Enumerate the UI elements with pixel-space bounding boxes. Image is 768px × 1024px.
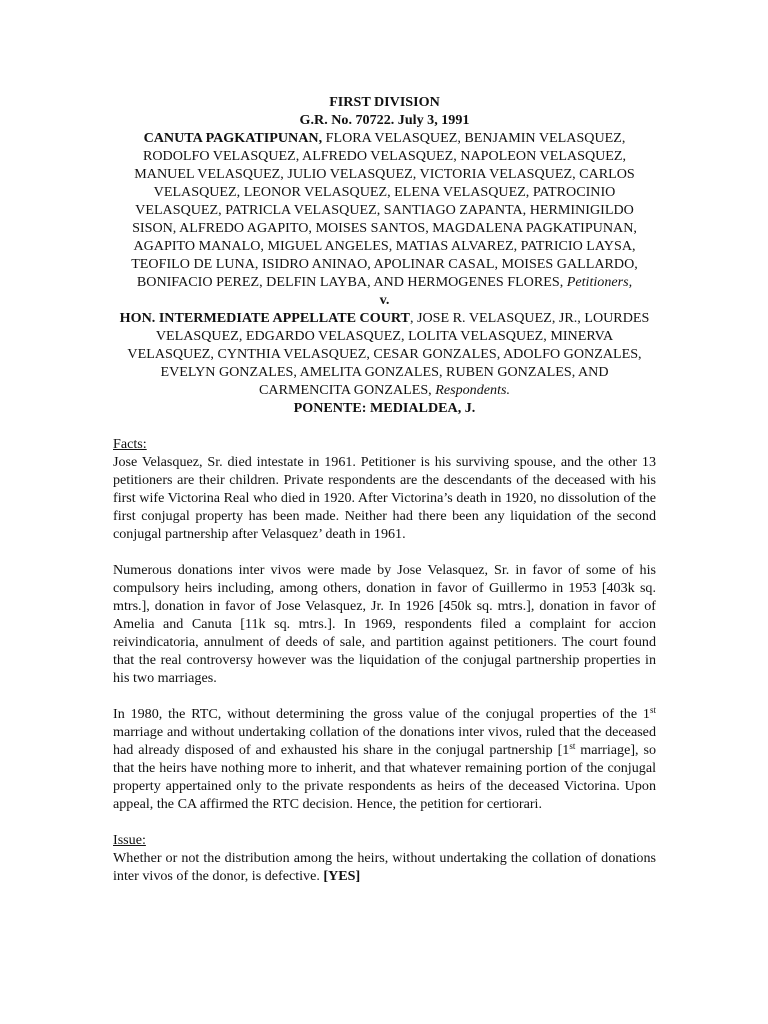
petitioners-list: FLORA VELASQUEZ, BENJAMIN VELASQUEZ, RODOLFO VELASQUEZ, ALFREDO VELASQUEZ, NAPOLEON VELASQUEZ, MANUEL VELASQUEZ, JULIO VELASQUEZ, VICTORIA VELASQUEZ, CARLOS VELASQUEZ, LEONOR VELASQUEZ, ELENA VELASQUEZ, PATROCINIO VELASQUEZ, PATRICLA VELASQUEZ, SANTIAGO ZAPANTA, HERMINIGILDO SISON, ALFREDO AGAPITO, MOISES SANTOS, MAGDALENA PAGKATIPUNAN, AGAPITO MANALO, MIGUEL ANGELES, MATIAS ALVAREZ, PATRICIO LAYSA, TEOFILO DE LUNA, ISIDRO ANINAO, APOLINAR CASAL, MOISES GALLARDO, BONIFACIO PEREZ, DELFIN LAYBA, AND HERMOGENES FLORES, — [131, 130, 638, 290]
facts-paragraph-2: Numerous donations inter vivos were made by Jose Velasquez, Sr. in favor of some of his compulsory heirs including, among others, donation in favor of Guillermo in 1953 [403k sq. mtrs.], donation in favor of Jose Velasquez, Jr. In 1926 [450k sq. mtrs.], donation in favor of Amelia and Canuta [11k sq. mtrs.]. In 1969, respondents filed a complaint for accion reivindicatoria, annulment of deeds of sale, and partition against petitioners. The court found that the real controversy however was the liquidation of the conjugal partnership properties in his two marriages. — [113, 562, 656, 686]
respondents-label: Respondents. — [435, 382, 510, 398]
petitioners-block — [113, 129, 656, 291]
document-page — [113, 93, 656, 885]
facts-p3-part-a: In 1980, the RTC, without determining the gross value of the conjugal properties of the 1 — [113, 706, 650, 722]
issue-paragraph — [113, 849, 656, 885]
facts-p3-part-c: marriage], so that the heirs have nothing more to inherit, and that whatever remaining portion of the conjugal property appertained only to the private respondents as heirs of the deceased Victorina. Upon appeal, the CA affirmed the RTC decision. Hence, the petition for certiorari. — [113, 742, 656, 812]
issue-heading: Issue: — [113, 832, 146, 848]
ordinal-superscript: st — [569, 741, 576, 751]
case-header — [113, 93, 656, 417]
versus-label: v. — [379, 292, 390, 308]
issue-answer: [YES] — [323, 868, 361, 884]
issue-text: Whether or not the distribution among the heirs, without undertaking the collation of donations inter vivos of the donor, is defective. — [113, 850, 656, 884]
ordinal-superscript: st — [649, 705, 656, 715]
petitioners-label: Petitioners, — [566, 274, 633, 290]
facts-heading: Facts: — [113, 436, 147, 452]
ponente-line: PONENTE: MEDIALDEA, J. — [293, 400, 476, 416]
division-heading: FIRST DIVISION — [329, 94, 440, 110]
respondents-block — [113, 309, 656, 399]
facts-p3-part-b: marriage and without undertaking collation of the donations inter vivos, ruled that the deceased had already disposed of and exhausted his share in the conjugal partnership [1 — [113, 724, 656, 758]
facts-paragraph-1: Jose Velasquez, Sr. died intestate in 1961. Petitioner is his surviving spouse, and the other 13 petitioners are their children. Private respondents are the descendants of the deceased with his first wife Victorina Real who died in 1920. After Victorina’s death in 1920, no dissolution of the first conjugal property has been made. Neither had there been any liquidation of the second conjugal partnership after Velasquez’ death in 1961. — [113, 454, 656, 542]
case-number: G.R. No. 70722. July 3, 1991 — [299, 112, 470, 128]
facts-paragraph-3 — [113, 705, 656, 813]
lead-respondent: HON. INTERMEDIATE APPELLATE COURT — [119, 310, 410, 326]
lead-petitioner: CANUTA PAGKATIPUNAN, — [143, 130, 323, 146]
respondents-list: , JOSE R. VELASQUEZ, JR., LOURDES VELASQUEZ, EDGARDO VELASQUEZ, LOLITA VELASQUEZ, MINERVA VELASQUEZ, CYNTHIA VELASQUEZ, CESAR GONZALES, ADOLFO GONZALES, EVELYN GONZALES, AMELITA GONZALES, RUBEN GONZALES, AND CARMENCITA GONZALES, — [127, 310, 650, 398]
